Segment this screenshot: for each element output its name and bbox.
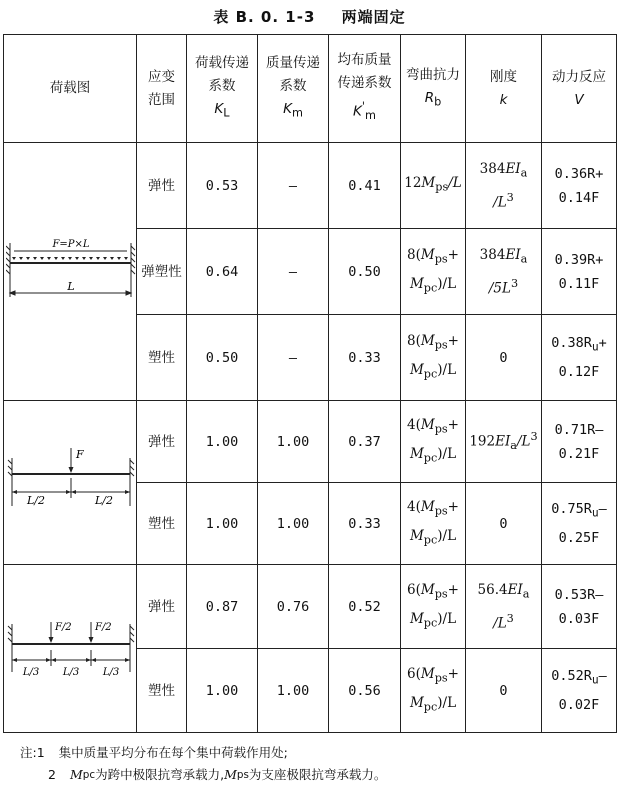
two-point-load-svg [6,614,136,684]
cell-range: 弹性 [137,143,187,229]
header-load-diagram: 荷载图 [4,35,137,143]
cell-range: 塑性 [137,649,187,733]
header-rb: 弯曲抗力 $R_b$ [401,35,466,143]
cell-km: 1.00 [258,649,329,733]
cell-kl: 1.00 [187,649,258,733]
table-row [4,565,617,649]
cell-rb: $6(M_{ps}+$ $M_{pc})/L$ [401,649,466,733]
uniform-load-svg [6,237,136,307]
cell-k: $384EI_a$ $/L^3$ [466,143,542,229]
span-label: L/3 [22,666,40,678]
cell-km-dist: 0.33 [329,315,401,401]
cell-v: $0.52R_u—$ 0.02F [542,649,617,733]
cell-k: 0 [466,315,542,401]
cell-km: 1.00 [258,401,329,483]
load-label: F [76,447,84,461]
cell-km-dist: 0.50 [329,229,401,315]
cell-k: $384EI_a$ $/5L^3$ [466,229,542,315]
cell-rb: $4(M_{ps}+$ $M_{pc})/L$ [401,401,466,483]
cell-rb: $12M_{ps}/L$ [401,143,466,229]
cell-km: 1.00 [258,483,329,565]
cell-v: 0.36R+ 0.14F [542,143,617,229]
header-k: 刚度 k [466,35,542,143]
cell-km-dist: 0.52 [329,565,401,649]
load-diagram-two-point [4,565,137,733]
cell-rb: $8(M_{ps}+$ $M_{pc})/L$ [401,229,466,315]
note-label: 注: [20,745,37,760]
cell-range: 弹塑性 [137,229,187,315]
cell-kl: 0.87 [187,565,258,649]
cell-km-dist: 0.56 [329,649,401,733]
cell-kl: 0.50 [187,315,258,401]
load-label: F/2 [95,621,112,633]
cell-k: 0 [466,649,542,733]
table-name: 两端固定 [341,8,406,26]
cell-v: $0.38R_u+$ 0.12F [542,315,617,401]
cell-range: 弹性 [137,401,187,483]
table-title [0,6,619,27]
span-label: L/2 [26,493,46,507]
cell-v: 0.39R+ 0.11F [542,229,617,315]
cell-k: $192EI_a/L^3$ [466,401,542,483]
cell-kl: 0.64 [187,229,258,315]
span-label: L/3 [102,666,120,678]
header-v: 动力反应 V [542,35,617,143]
table-notes [20,742,386,786]
coefficient-table [3,34,617,733]
cell-v: $0.75R_u—$ 0.25F [542,483,617,565]
cell-km: — [258,229,329,315]
table-row [4,401,617,483]
cell-km: 0.76 [258,565,329,649]
cell-kl: 0.53 [187,143,258,229]
cell-v: 0.53R— 0.03F [542,565,617,649]
load-diagram-single-point [4,401,137,565]
cell-km: — [258,315,329,401]
header-km-distributed: 均布质量 传递系数 $K'_m$ [329,35,401,143]
load-diagram-uniform [4,143,137,401]
cell-kl: 1.00 [187,401,258,483]
cell-rb: $4(M_{ps}+$ $M_{pc})/L$ [401,483,466,565]
load-label: F=P×L [52,238,90,250]
note-1: 注: 1 集中质量平均分布在每个集中荷载作用处; [20,742,386,764]
note-2: 2 M pc 为跨中极限抗弯承载力, M ps 为支座极限抗弯承载力。 [48,767,387,782]
cell-rb: $8(M_{ps}+$ $M_{pc})/L$ [401,315,466,401]
cell-k: 0 [466,483,542,565]
cell-v: 0.71R— 0.21F [542,401,617,483]
cell-km: — [258,143,329,229]
header-km: 质量传递 系数 $K_m$ [258,35,329,143]
single-point-load-svg [6,448,136,518]
cell-km-dist: 0.41 [329,143,401,229]
cell-km-dist: 0.33 [329,483,401,565]
cell-rb: $6(M_{ps}+$ $M_{pc})/L$ [401,565,466,649]
cell-k: $56.4EI_a$ $/L^3$ [466,565,542,649]
span-label: L/2 [94,493,114,507]
table-code: 表 B. 0. 1-3 [213,8,316,26]
cell-range: 弹性 [137,565,187,649]
header-row [4,35,617,143]
cell-range: 塑性 [137,483,187,565]
header-strain-range: 应变 范围 [137,35,187,143]
span-label: L/3 [62,666,80,678]
table-row [4,143,617,229]
load-label: F/2 [55,621,72,633]
cell-km-dist: 0.37 [329,401,401,483]
header-kl: 荷载传递 系数 $K_L$ [187,35,258,143]
span-label: L [67,279,75,293]
cell-range: 塑性 [137,315,187,401]
cell-kl: 1.00 [187,483,258,565]
